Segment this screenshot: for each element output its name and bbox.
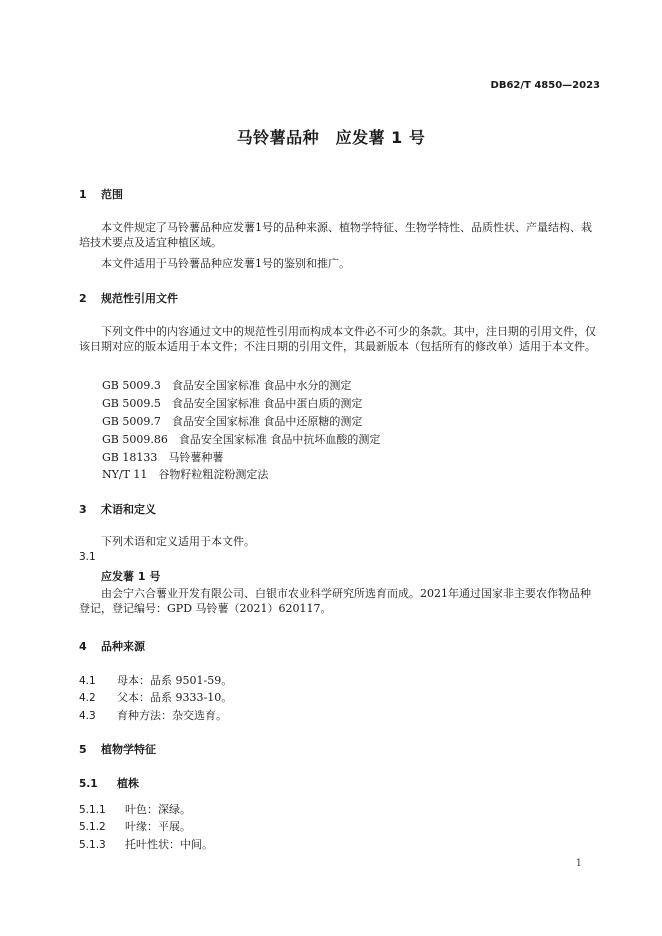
clause-number: 5.1 bbox=[79, 778, 98, 790]
botany-item bbox=[79, 818, 191, 834]
term-name: 应发薯 1 号 bbox=[101, 570, 161, 583]
scope-paragraph-1: 本文件规定了马铃薯品种应发薯1号的品种来源、植物学特征、生物学特性、品质性状、产量结构、栽培技术要点及适宜种植区域。 bbox=[79, 221, 592, 249]
reference-item: GB 5009.7 食品安全国家标准 食品中还原糖的测定 bbox=[102, 415, 363, 428]
section-number: 3 bbox=[79, 503, 87, 516]
section-title: 品种来源 bbox=[101, 640, 145, 653]
reference-item: GB 5009.5 食品安全国家标准 食品中蛋白质的测定 bbox=[102, 397, 363, 410]
clause-text: 父本：品系 9333-10。 bbox=[117, 691, 233, 704]
section-title: 术语和定义 bbox=[101, 503, 156, 516]
clause-number: 4.2 bbox=[79, 692, 96, 704]
origin-item bbox=[79, 707, 227, 723]
term-definition: 由会宁六合薯业开发有限公司、白银市农业科学研究所选育而成。2021年通过国家非主要农作物品种登记，登记编号：GPD 马铃薯（2021）620117。 bbox=[79, 587, 591, 615]
clause-text: 母本：品系 9501-59。 bbox=[117, 674, 233, 687]
clause-text: 叶缘：平展。 bbox=[125, 820, 191, 833]
clause-number: 5.1.2 bbox=[79, 821, 106, 833]
section-heading-terms bbox=[79, 501, 156, 517]
subsection-heading-plant bbox=[79, 775, 139, 791]
term-number: 3.1 bbox=[79, 551, 96, 563]
clause-text: 育种方法：杂交选育。 bbox=[117, 709, 227, 722]
clause-number: 5.1.1 bbox=[79, 804, 106, 816]
reference-item: GB 5009.3 食品安全国家标准 食品中水分的测定 bbox=[102, 379, 352, 392]
section-number: 2 bbox=[79, 292, 87, 305]
normative-intro: 下列文件中的内容通过文中的规范性引用而构成本文件必不可少的条款。其中，注日期的引用文件，仅该日期对应的版本适用于本文件；不注日期的引用文件，其最新版本（包括所有的修改单）适用于本文件。 bbox=[79, 325, 596, 353]
section-title: 植物学特征 bbox=[101, 743, 156, 756]
terms-intro: 下列术语和定义适用于本文件。 bbox=[101, 535, 255, 548]
clause-text: 叶色：深绿。 bbox=[125, 803, 191, 816]
reference-item: GB 18133 马铃薯种薯 bbox=[102, 451, 224, 464]
section-heading-origin bbox=[79, 638, 145, 654]
section-heading-botany bbox=[79, 741, 156, 757]
clause-number: 5.1.3 bbox=[79, 839, 106, 851]
reference-item: NY/T 11 谷物籽粒粗淀粉测定法 bbox=[102, 468, 269, 481]
section-number: 1 bbox=[79, 188, 87, 201]
page-number: 1 bbox=[575, 858, 582, 869]
section-title: 规范性引用文件 bbox=[101, 292, 178, 305]
document-title: 马铃薯品种 应发薯 1 号 bbox=[236, 128, 426, 147]
botany-item bbox=[79, 801, 191, 817]
section-heading-normative bbox=[79, 290, 178, 306]
section-title: 范围 bbox=[101, 188, 123, 201]
botany-item bbox=[79, 836, 213, 852]
reference-item: GB 5009.86 食品安全国家标准 食品中抗坏血酸的测定 bbox=[102, 433, 381, 446]
scope-paragraph-2: 本文件适用于马铃薯品种应发薯1号的鉴别和推广。 bbox=[101, 257, 350, 270]
clause-text: 托叶性状：中间。 bbox=[125, 838, 213, 851]
document-code: DB62/T 4850—2023 bbox=[490, 80, 600, 91]
section-number: 5 bbox=[79, 743, 87, 756]
clause-number: 4.3 bbox=[79, 710, 96, 722]
section-number: 4 bbox=[79, 640, 87, 653]
clause-number: 4.1 bbox=[79, 675, 96, 687]
origin-item bbox=[79, 689, 232, 705]
section-heading-scope bbox=[79, 186, 123, 202]
clause-text: 植株 bbox=[117, 777, 139, 790]
origin-item bbox=[79, 672, 232, 688]
